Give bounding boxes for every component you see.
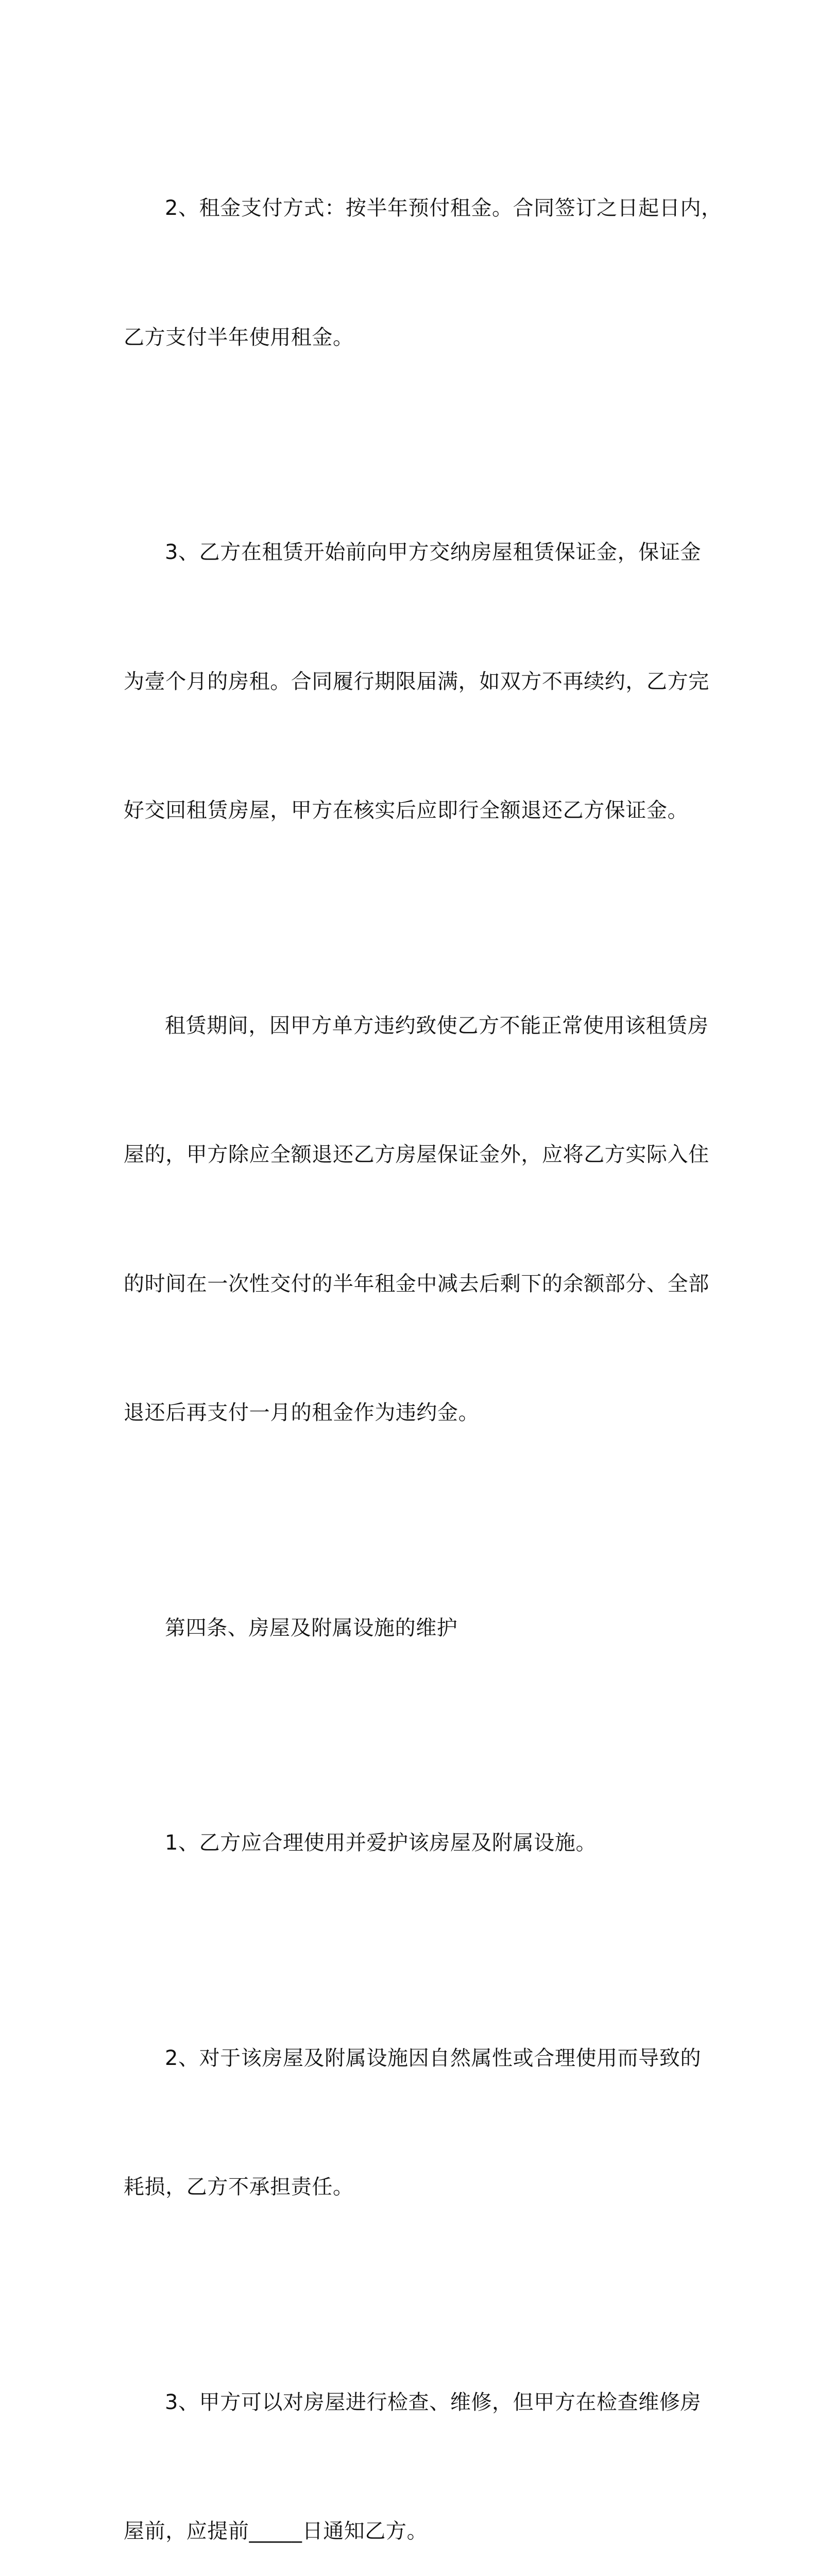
paragraph-maintenance-1 xyxy=(124,1736,701,1951)
paragraph-breach xyxy=(124,919,701,1521)
text-line: 屋的，甲方除应全额退还乙方房屋保证金外，应将乙方实际入住 xyxy=(124,1133,701,1177)
text-line: 屋前，应提前_____日通知乙方。 xyxy=(124,2510,701,2553)
text-line: 2、租金支付方式：按半年预付租金。合同签订之日起日内， xyxy=(124,187,701,230)
text-line: 1、乙方应合理使用并爱护该房屋及附属设施。 xyxy=(124,1822,701,1865)
text-line: 耗损，乙方不承担责任。 xyxy=(124,2166,701,2209)
text-line: 好交回租赁房屋，甲方在核实后应即行全额退还乙方保证金。 xyxy=(124,789,701,833)
paragraph-rent-payment xyxy=(124,101,701,445)
text-line: 的时间在一次性交付的半年租金中减去后剩下的余额部分、全部 xyxy=(124,1263,701,1306)
document-page xyxy=(0,0,817,1156)
heading-line: 第四条、房屋及附属设施的维护 xyxy=(124,1607,701,1650)
text-line: 3、乙方在租赁开始前向甲方交纳房屋租赁保证金，保证金 xyxy=(124,531,701,574)
text-line: 3、甲方可以对房屋进行检查、维修，但甲方在检查维修房 xyxy=(124,2381,701,2425)
paragraph-maintenance-2 xyxy=(124,1951,701,2295)
text-line: 乙方支付半年使用租金。 xyxy=(124,316,701,360)
section-heading-article-4 xyxy=(124,1521,701,1736)
text-line: 为壹个月的房租。合同履行期限届满，如双方不再续约，乙方完 xyxy=(124,660,701,704)
text-line: 2、对于该房屋及附属设施因自然属性或合理使用而导致的 xyxy=(124,2037,701,2080)
paragraph-maintenance-3 xyxy=(124,2295,701,2576)
document-body xyxy=(124,101,701,2576)
paragraph-deposit xyxy=(124,445,701,919)
text-line: 租赁期间，因甲方单方违约致使乙方不能正常使用该租赁房 xyxy=(124,1005,701,1048)
text-line: 退还后再支付一月的租金作为违约金。 xyxy=(124,1392,701,1435)
